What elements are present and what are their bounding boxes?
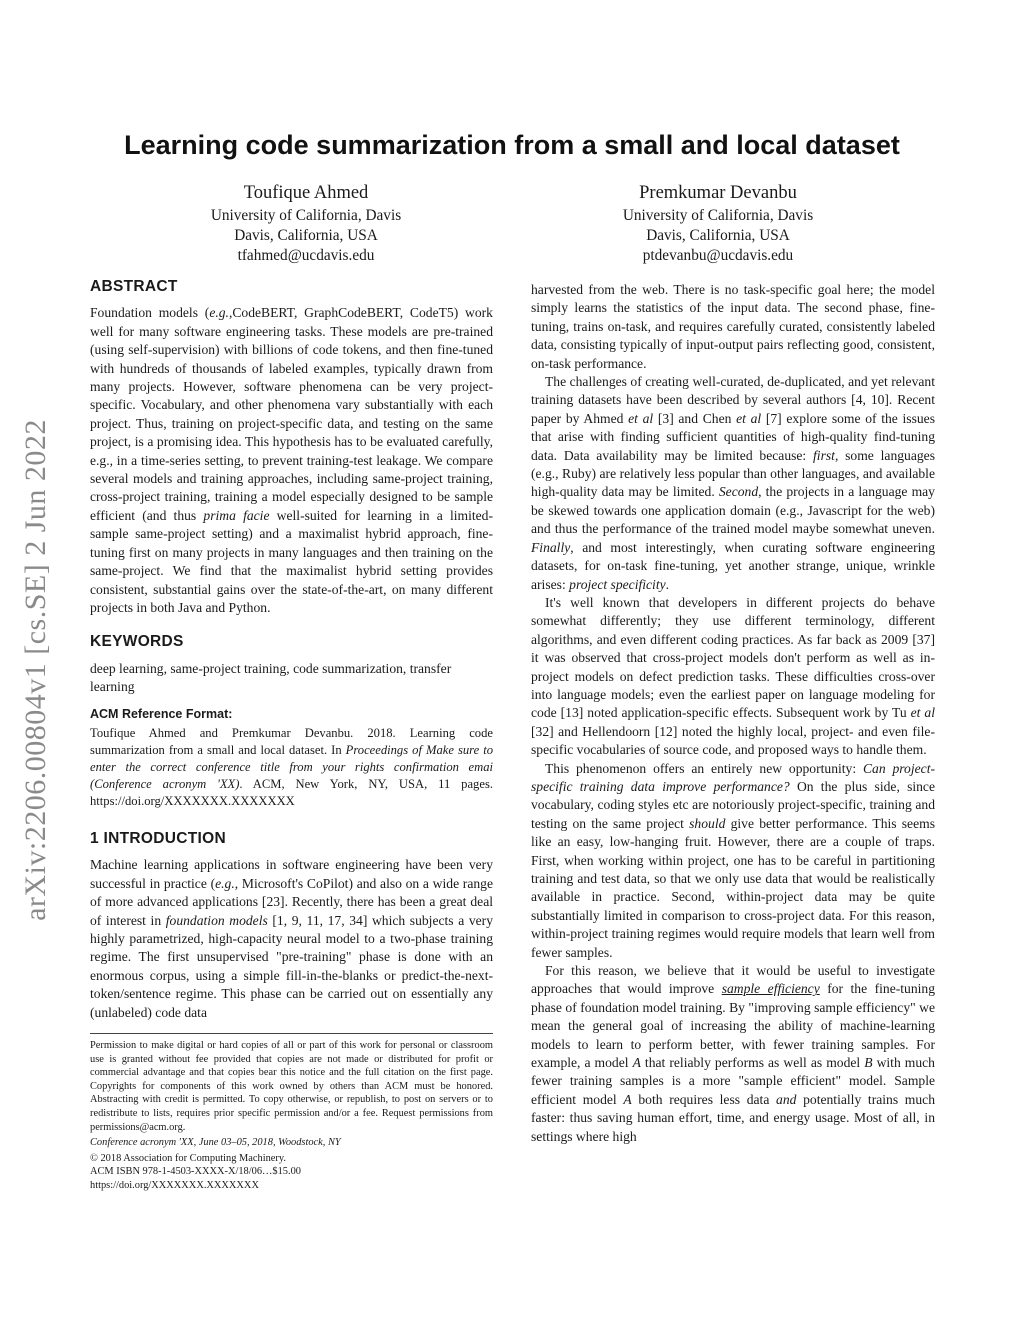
ref-part: Proceedings of Make sure to enter the correct conference title from your rights confirmation emai (Conference acronym 'XX) [90, 742, 493, 791]
abstract-part: well-suited for learning in a limited-sample same-project setting) and a maximalist hybrid approach, fine-tuning first on many projects in many languages and then training on the same-project. We find that the maximalist hybrid setting provides consistent, substantial gains over the state-of-the-art, on many different projects in both Java and Python. [90, 507, 494, 615]
text-part: give better performance. This seems like an easy, low-hanging fruit. However, there are a couple of traps. First, when working within project, one has to be careful in partitioning training and test data, so that we only use data that would be realistically available in practice. Second, within-project data may be quite substantially limited in comparison to cross-project data. For this reason, within-project training regimes would require models that learn well from fewer samples. [531, 815, 935, 960]
conference-line [90, 1136, 493, 1150]
paper-title: Learning code summarization from a small and local dataset [124, 130, 900, 160]
text-part: et al [736, 410, 762, 426]
author-name: Toufique Ahmed [243, 183, 369, 203]
author-location: Davis, California, USA [234, 227, 378, 244]
right-column [531, 281, 935, 1146]
text-part: . [665, 576, 670, 592]
text-part: The challenges of creating well-curated, de-duplicated, and yet relevant training datasets have been described by several authors [4, 10]. Recent paper by Ahmed [531, 374, 935, 426]
abstract-part: Foundation models ( [90, 305, 210, 321]
author-name: Premkumar Devanbu [639, 183, 797, 203]
author-location: Davis, California, USA [646, 227, 790, 244]
intro-paragraph [90, 856, 493, 1022]
text-part: with much fewer training samples is a more "sample efficient" model. Sample efficient model [531, 1055, 935, 1107]
isbn-line: ACM ISBN 978-1-4503-XXXX-X/18/06…$15.00 [90, 1166, 301, 1178]
abstract-part: work well for many software engineering tasks. These models are pre-trained (using self-supervision) with billions of code tokens, and then fine-tuned with hundreds of thousands of labeled examples, typically drawn from many projects. However, software phenomena can be very project-specific. Vocabulary, and other phenomena vary substantially with each project. Thus, training on project-specific data, and testing on the same project, is a promising idea. This hypothesis has to be evaluated carefully, e.g., in a time-series setting, to prevent training-test leakage. We compare several models and training approaches, including same-project training, cross-project training, training a model especially designed to be sample efficient (and thus [90, 305, 493, 523]
text-part: Can project-specific training data improve performance? [531, 760, 935, 794]
permission-text: Permission to make digital or hard copies of all or part of this work for personal or classroom use is granted without fee provided that copies are not made or distributed for profit or commercial advantage and that copies bear this notice and the full citation on the first page. Copyrights for components of this work owned by others than ACM must be honored. Abstracting with credit is permitted. To copy otherwise, or republish, to post on servers or to redistribute to lists, requires prior specific permission and/or a fee. Request permissions from permissions@acm.org. [90, 1040, 493, 1133]
text-part: A [632, 1055, 641, 1071]
copyright-footnote [90, 1033, 493, 1193]
text-part: et al [910, 705, 935, 721]
abstract-part: prima facie [203, 507, 270, 523]
body-paragraph [531, 594, 935, 760]
text-part: For this reason, we believe that it would be useful to investigate approaches that would improve [531, 963, 935, 997]
text-part: sample efficiency [721, 981, 820, 997]
text-part: It's well known that developers in different projects do behave somewhat differently; they use different terminology, different algorithms, and even different coding practices. As far back as 2009 [37] it was observed that cross-project models don't perform as well as in-project models on defect prediction tasks. These difficulties cross-over into language models; even the earliest paper on language modeling for code [13] noted application-specific effects. Subsequent work by Tu [531, 594, 935, 721]
text-part: On the plus side, since vocabulary, coding styles etc are notoriously project-specific, training and testing on the same project [531, 778, 936, 831]
intro-part: foundation models [165, 912, 268, 928]
acm-ref-heading: ACM Reference Format: [90, 706, 233, 721]
text-part: should [689, 815, 726, 831]
text-part: Finally [531, 539, 571, 555]
author-affiliation: University of California, Davis [210, 207, 402, 224]
text-part: et al [628, 410, 654, 426]
author-email: tfahmed@ucdavis.edu [237, 247, 375, 264]
intro-part: [1, 9, 11, 17, 34] which subjects a very highly parametrized, high-capacity neural model to a two-phase training regime. The first unsupervised "pre-training" phase is done with an enormous corpus, using a simple fill-in-the-blanks or predict-the-next-token/sentence regime. This phase can be carried out on essentially any (unlabeled) code data [90, 912, 493, 1020]
conference-text: Conference acronym 'XX, June 03–05, 2018, Woodstock, NY [90, 1137, 341, 1149]
ref-part: . ACM, New York, NY, USA, 11 pages. https://doi.org/XXXXXXX.XXXXXXX [90, 776, 493, 808]
intro-part: e.g. [215, 875, 235, 891]
arxiv-id: arXiv:2206.00804v1 [cs.SE] 2 Jun 2022 [19, 419, 52, 921]
text-part: A [623, 1091, 632, 1107]
author-affiliation: University of California, Davis [622, 207, 814, 224]
doi-line: https://doi.org/XXXXXXX.XXXXXXX [90, 1179, 259, 1191]
text-part: and [776, 1091, 797, 1107]
keywords-text: deep learning, same-project training, code summarization, transfer learning [90, 660, 452, 695]
text-part: that reliably performs as well as model [640, 1055, 865, 1071]
author-block-1 [146, 180, 466, 266]
copyright-line: © 2018 Association for Computing Machinery. [90, 1152, 286, 1164]
text-part: potentially trains much faster: thus saving human effort, time, and energy usage. Most of all, in settings where high [531, 1091, 935, 1144]
text-part: This phenomenon offers an entirely new opportunity: [545, 760, 863, 776]
author-block-2 [558, 180, 878, 266]
arxiv-stamp [14, 370, 58, 970]
intro-heading: 1 INTRODUCTION [90, 829, 226, 847]
author-email: ptdevanbu@ucdavis.edu [642, 247, 794, 264]
text-part: [32] and Hellendoorn [12] noted the highly local, project- and even file-specific vocabularies of source code, and proposed ways to handle them. [531, 723, 935, 758]
acm-ref-text [90, 725, 493, 810]
text-part: B [864, 1055, 873, 1071]
abstract-part: ,CodeBERT, GraphCodeBERT, CodeT5) [228, 305, 459, 321]
text-part: , some languages (e.g., Ruby) are relatively less popular than other languages, and available high-quality data may be limited. [531, 447, 935, 500]
abstract-part: e.g. [209, 305, 229, 321]
ref-part: Toufique Ahmed and Premkumar Devanbu. 2018. Learning code summarization from a small and local dataset. In [90, 725, 493, 757]
text-part: , the projects in a language may be skewed towards one application domain (e.g., Javascript for the web) and thus the performance of the trained model maybe somewhat uneven. [531, 484, 935, 537]
text-part: for the fine-tuning phase of foundation model training. By "improving sample efficiency" we mean the general goal of increasing the ability of machine-learning models to learn to perform better, with fewer training samples. For example, a model [531, 981, 936, 1071]
text-part: [7] explore some of the issues that arise with finding sufficient quantities of high-quality find-tuning data. Data availability may be limited because: [531, 410, 935, 463]
body-paragraph [531, 373, 935, 594]
body-paragraph [531, 760, 935, 962]
text-part: Second [718, 484, 759, 500]
intro-part: , Microsoft's CoPilot) and also on a wide range of more advanced applications [23]. Recently, there has been a great deal of interest in [90, 875, 493, 928]
body-paragraph [531, 962, 935, 1146]
text-part: [3] and Chen [653, 410, 737, 426]
keywords-heading: KEYWORDS [90, 633, 184, 651]
left-column [90, 278, 493, 1022]
text-part: first [813, 447, 835, 463]
abstract-heading: ABSTRACT [90, 278, 178, 295]
text-part: project specificity [569, 576, 666, 592]
text-part: , and most interestingly, when curating software engineering datasets, for on-task fine-tuning, yet another strange, unique, wrinkle arises: [531, 539, 935, 592]
text-part: both requires less data [631, 1091, 777, 1107]
body-paragraph: harvested from the web. There is no task-specific goal here; the model simply learns the statistics of the input data. The second phase, fine-tuning, trains on-task, and requires carefully curated, consistently labeled data, consisting typically of input-output pairs reflecting good, consistent, on-task performance. [531, 282, 935, 371]
abstract-text [90, 304, 493, 617]
intro-part: Machine learning applications in software engineering have been very successful in practice ( [90, 857, 493, 891]
